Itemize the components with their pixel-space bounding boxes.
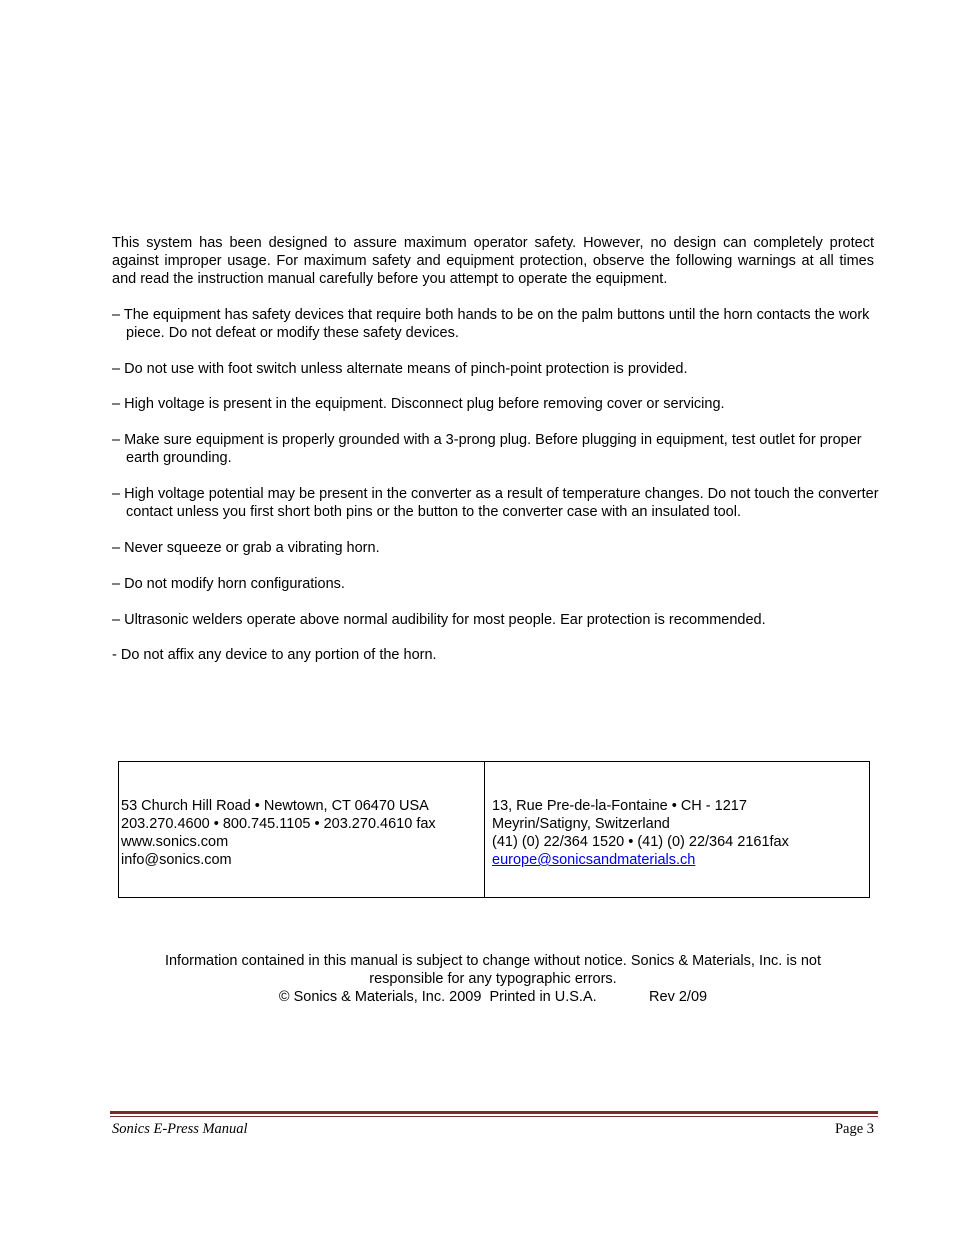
warning-item-converter-voltage: – High voltage potential may be present in the converter as a result of temperature changes. Do not touch the converter contact unless you first short both pins or the button to the converter case with an insulated tool. xyxy=(112,486,879,520)
warning-item-foot-switch: – Do not use with foot switch unless alternate means of pinch-point protection is provided. xyxy=(112,361,688,377)
address-europe-city: Meyrin/Satigny, Switzerland xyxy=(492,816,670,832)
warning-item-horn-configurations: – Do not modify horn configurations. xyxy=(112,576,345,592)
intro-paragraph: This system has been designed to assure maximum operator safety. However, no design can completely protect against improper usage. For maximum safety and equipment protection, observe the following warnings at all times and read the instruction manual carefully before you attempt to operate the equipment. xyxy=(112,235,874,287)
address-usa xyxy=(119,762,485,897)
footer-rule-thin xyxy=(110,1116,878,1117)
address-europe-phones: (41) (0) 22/364 1520 • (41) (0) 22/364 2161fax xyxy=(492,834,789,850)
address-usa-web: www.sonics.com xyxy=(121,834,229,850)
address-table xyxy=(118,761,870,898)
address-europe xyxy=(485,762,869,897)
warning-item-ear-protection: – Ultrasonic welders operate above normal audibility for most people. Ear protection is recommended. xyxy=(112,612,766,628)
warning-item-safety-devices: – The equipment has safety devices that require both hands to be on the palm buttons until the horn contacts the work piece. Do not defeat or modify these safety devices. xyxy=(112,307,870,341)
address-usa-email: info@sonics.com xyxy=(121,852,232,868)
footer-manual-title: Sonics E-Press Manual xyxy=(112,1121,248,1137)
copyright-line: © Sonics & Materials, Inc. 2009 Printed in U.S.A. Rev 2/09 xyxy=(278,989,708,1005)
warning-item-vibrating-horn: – Never squeeze or grab a vibrating horn. xyxy=(112,540,380,556)
address-europe-street: 13, Rue Pre-de-la-Fontaine • CH - 1217 xyxy=(492,798,747,814)
warning-item-high-voltage: – High voltage is present in the equipment. Disconnect plug before removing cover or servicing. xyxy=(112,396,725,412)
disclaimer-text: Information contained in this manual is subject to change without notice. Sonics & Materials, Inc. is not responsible for any typographic errors. xyxy=(164,953,822,987)
disclaimer xyxy=(112,952,874,1006)
footer-page-number: Page 3 xyxy=(834,1121,874,1137)
address-usa-phones: 203.270.4600 • 800.745.1105 • 203.270.4610 fax xyxy=(121,816,436,832)
address-europe-email-link[interactable]: europe@sonicsandmaterials.ch xyxy=(492,852,696,868)
footer-rule-thick xyxy=(110,1111,878,1114)
warning-item-affix-device: - Do not affix any device to any portion of the horn. xyxy=(112,647,437,663)
address-usa-street: 53 Church Hill Road • Newtown, CT 06470 USA xyxy=(121,798,429,814)
warning-item-grounding: – Make sure equipment is properly grounded with a 3-prong plug. Before plugging in equipment, test outlet for proper earth grounding. xyxy=(112,432,862,466)
